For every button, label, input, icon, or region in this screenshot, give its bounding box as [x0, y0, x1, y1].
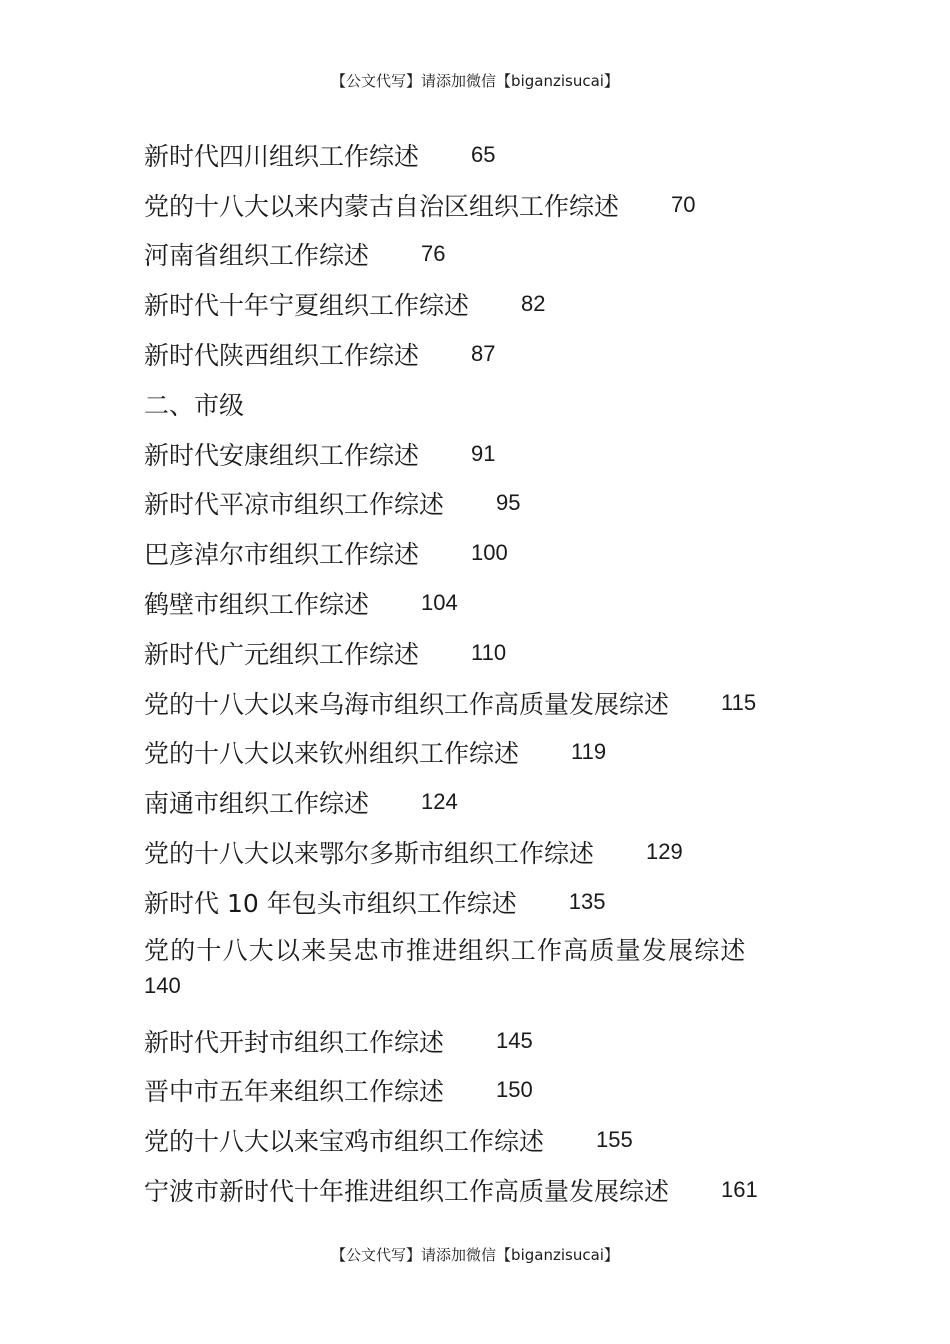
toc-entry-page: 155 — [596, 1127, 633, 1153]
toc-section-heading — [144, 379, 844, 429]
toc-entry[interactable] — [144, 927, 844, 1016]
toc-entry-page: 104 — [421, 590, 458, 616]
toc-entry[interactable] — [144, 180, 844, 230]
toc-entry-page: 70 — [671, 191, 696, 217]
toc-entry[interactable] — [144, 429, 844, 479]
toc-entry-page: 145 — [496, 1027, 533, 1053]
toc-entry-page: 119 — [571, 739, 607, 765]
toc-entry-title: 党的十八大以来乌海市组织工作高质量发展综述 — [144, 689, 670, 719]
toc-entry[interactable] — [144, 1016, 844, 1066]
toc-entry-title: 新时代 10 年包头市组织工作综述 — [144, 888, 517, 918]
toc-entry-page: 135 — [568, 888, 606, 914]
toc-entry-page: 82 — [521, 291, 546, 317]
toc-entry[interactable] — [144, 1066, 844, 1116]
toc-entry[interactable] — [144, 130, 844, 180]
toc-entry-page: 95 — [496, 490, 521, 516]
page-header: 【公文代写】请添加微信【biganzisucai】 — [331, 72, 619, 90]
toc-entry-title: 河南省组织工作综述 — [144, 241, 370, 271]
toc-entry-title: 新时代十年宁夏组织工作综述 — [144, 291, 470, 321]
toc-entry[interactable] — [144, 528, 844, 578]
toc-entry[interactable] — [144, 578, 844, 628]
toc-entry-page: 110 — [471, 639, 507, 665]
toc-entry[interactable] — [144, 777, 844, 827]
toc-entry-page: 129 — [646, 839, 683, 865]
toc-entry[interactable] — [144, 479, 844, 529]
toc-entry[interactable] — [144, 329, 844, 379]
toc-entry-page: 150 — [496, 1077, 533, 1103]
toc-entry-page: 161 — [721, 1177, 758, 1203]
toc-entry[interactable] — [144, 877, 844, 927]
toc-entry[interactable] — [144, 1165, 844, 1215]
toc-entry[interactable] — [144, 1115, 844, 1165]
toc-entry-title: 新时代安康组织工作综述 — [144, 440, 420, 470]
toc-entry-title: 新时代开封市组织工作综述 — [144, 1027, 445, 1057]
toc-entry-title: 党的十八大以来内蒙古自治区组织工作综述 — [144, 191, 620, 221]
toc-entry-title: 新时代平凉市组织工作综述 — [144, 490, 445, 520]
toc-entry-title: 党的十八大以来宝鸡市组织工作综述 — [144, 1127, 545, 1157]
toc-entry[interactable] — [144, 279, 844, 329]
toc-entry-title: 鹤壁市组织工作综述 — [144, 590, 370, 620]
toc-entry-page: 115 — [721, 689, 757, 715]
toc-entry-title: 南通市组织工作综述 — [144, 789, 370, 819]
table-of-contents — [144, 130, 844, 1215]
toc-entry-title: 党的十八大以来吴忠市推进组织工作高质量发展综述 — [144, 935, 747, 965]
toc-entry-title: 巴彦淖尔市组织工作综述 — [144, 540, 420, 570]
toc-entry-title: 新时代广元组织工作综述 — [144, 639, 420, 669]
page-footer: 【公文代写】请添加微信【biganzisucai】 — [331, 1246, 619, 1264]
toc-entry-page: 91 — [471, 440, 496, 466]
toc-entry-page: 65 — [471, 141, 496, 167]
toc-entry-title: 党的十八大以来鄂尔多斯市组织工作综述 — [144, 839, 595, 869]
toc-entry-title: 宁波市新时代十年推进组织工作高质量发展综述 — [144, 1177, 670, 1207]
toc-entry-page: 124 — [421, 789, 458, 815]
toc-entry-page: 100 — [471, 540, 508, 566]
toc-entry-title: 党的十八大以来钦州组织工作综述 — [144, 739, 520, 769]
toc-entry-page: 76 — [421, 241, 446, 267]
toc-entry-title: 新时代陕西组织工作综述 — [144, 341, 420, 371]
toc-entry[interactable] — [144, 728, 844, 778]
toc-entry-title: 晋中市五年来组织工作综述 — [144, 1077, 445, 1107]
toc-entry-title: 新时代四川组织工作综述 — [144, 141, 420, 171]
section-heading-title: 二、市级 — [144, 390, 245, 420]
toc-entry[interactable] — [144, 678, 844, 728]
toc-entry[interactable] — [144, 827, 844, 877]
toc-entry[interactable] — [144, 230, 844, 280]
toc-entry-page: 140 — [144, 972, 181, 998]
toc-entry[interactable] — [144, 628, 844, 678]
toc-entry-page: 87 — [471, 341, 496, 367]
